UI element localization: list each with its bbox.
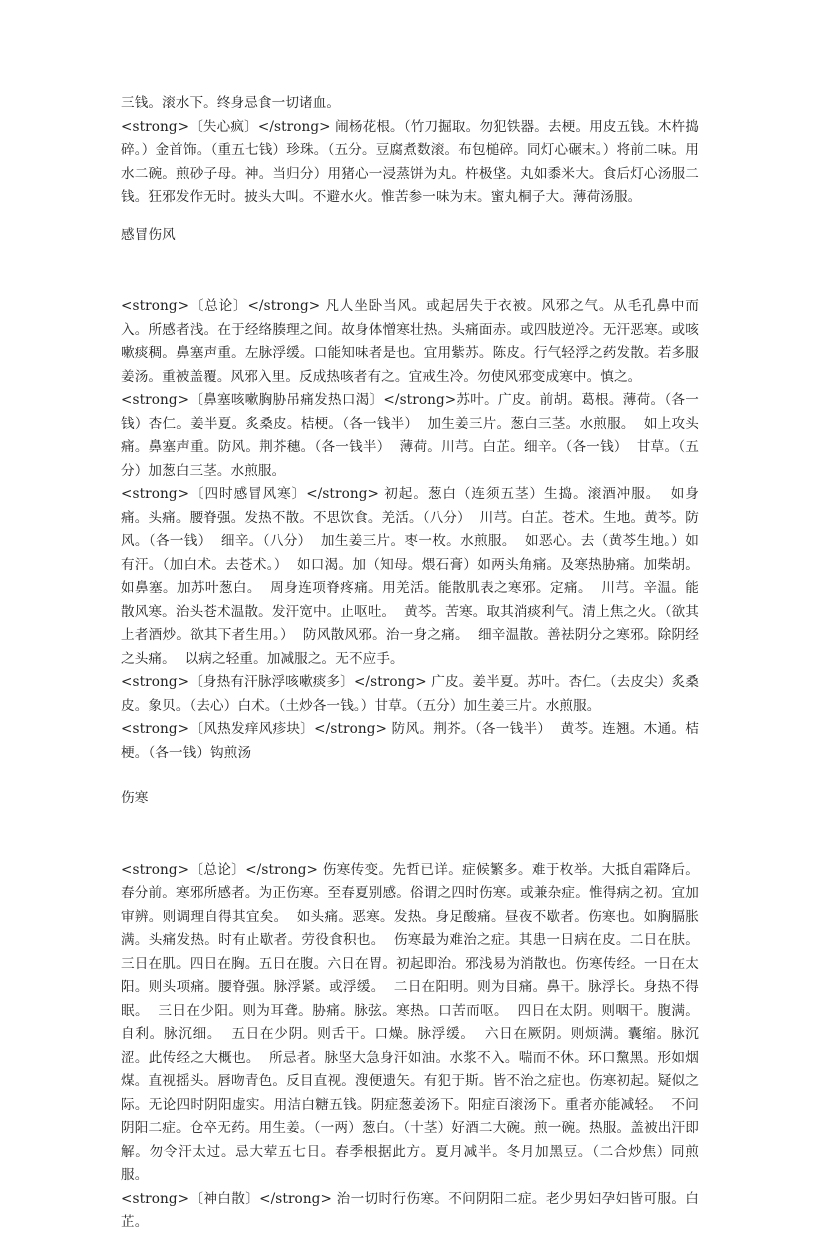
section-shanghan-paragraph: <strong>〔总论〕</strong> 伤寒传变。先哲已详。症候繁多。难于枚举。大抵自霜降后。春分前。寒邪所感者。为正伤寒。至春夏别感。俗谓之四时伤寒。或兼杂症。惟得病之初。宜加审辨。则调理自得其宜矣。 如头痛。恶寒。发热。身足酸痛。昼夜不歇者。伤寒也。如胸膈胀满。头痛发热。时有止歇者。劳役食积也。 伤寒最为难治之症。其患一日病在皮。二日在肤。三日在肌。四日在胸。五日在腹。六日在胃。初起即治。邪浅易为消散也。伤寒传经。一日在太阳。则头项痛。腰脊强。脉浮紧。或浮缓。 二日在阳明。则为目痛。鼻干。脉浮长。身热不得眠。 三日在少阳。则为耳聋。胁痛。脉弦。寒热。口苦而呕。 四日在太阴。则咽干。腹满。自利。脉沉细。 五日在少阴。则舌干。口燥。脉浮缓。 六日在厥阴。则烦满。囊缩。脉沉涩。此传经之大概也。 所忌者。脉坚大急身汗如油。水浆不入。喘而不休。环口黧黑。形如烟煤。直视摇头。唇吻青色。反目直视。溲便遗矢。有犯于斯。皆不治之症也。伤寒初起。疑似之际。无论四时阴阳虚实。用洁白糖五钱。阴症葱姜汤下。阳症百滚汤下。重者亦能减轻。 不问阴阳二症。仓卒无药。用生姜。（一两）葱白。（十茎）好酒二大碗。煎一碗。热服。盖被出汗即解。勿令汗太过。忌大荤五七日。春季根据此方。夏月减半。冬月加黑豆。（二合炒焦）同煎服。 <strong>〔神白散〕</strong> 治一切时行伤寒。不问阴阳二症。老少男妇孕妇皆可服。白芷。 <box>121 861 699 1230</box>
section-ganmao-paragraph: <strong>〔总论〕</strong> 凡人坐卧当风。或起居失于衣被。风邪之气。从毛孔鼻中而入。所感者浅。在于经络腠理之间。故身体憎寒壮热。头痛面赤。或四肢逆冷。无汗恶寒。或咳嗽痰稠。鼻塞声重。左脉浮缓。口能知味者是也。宜用紫苏。陈皮。行气轻浮之药发散。若多服姜汤。重被盖覆。风邪入里。反成热咳者有之。宜戒生冷。勿使风邪变成寒中。慎之。 <strong>〔鼻塞咳嗽胸胁吊痛发热口渴〕</strong>苏叶。广皮。前胡。葛根。薄荷。（各一钱）杏仁。姜半夏。炙桑皮。桔梗。（各一钱半） 加生姜三片。葱白三茎。水煎服。 如上攻头痛。鼻塞声重。防风。荆芥穗。（各一钱半） 薄荷。川芎。白芷。细辛。（各一钱） 甘草。（五分）加葱白三茎。水煎服。 <strong>〔四时感冒风寒〕</strong> 初起。葱白（连须五茎）生捣。滚酒冲服。 如身痛。头痛。腰脊强。发热不散。不思饮食。羌活。（八分） 川芎。白芷。苍术。生地。黄芩。防风。（各一钱） 细辛。（八分） 加生姜三片。枣一枚。水煎服。 如恶心。去（黄芩生地。）如有汗。（加白术。去苍术。） 如口渴。加（知母。煨石膏）如两头角痛。及寒热胁痛。加柴胡。如鼻塞。加苏叶葱白。 周身连项脊疼痛。用羌活。能散肌表之寒邪。定痛。 川芎。辛温。能散风寒。治头苍术温散。发汗宽中。止呕吐。 黄芩。苦寒。取其消痰利气。清上焦之火。（欲其上者酒炒。欲其下者生用。） 防风散风邪。治一身之痛。 细辛温散。善祛阴分之寒邪。除阴经之头痛。 以病之轻重。加减服之。无不应手。 <strong>〔身热有汗脉浮咳嗽痰多〕</strong> 广皮。姜半夏。苏叶。杏仁。（去皮尖）炙桑皮。象贝。（去心）白术。（土炒各一钱。）甘草。（五分）加生姜三片。水煎服。 <strong>〔风热发痒风疹块〕</strong> 防风。荆芥。（各一钱半） 黄芩。连翘。木通。桔梗。（各一钱）钩煎汤 <box>121 298 699 761</box>
document-page <box>121 92 699 1235</box>
section-heading-ganmao-shangfeng: 感冒伤风 <box>121 226 176 243</box>
intro-paragraph: 三钱。滚水下。终身忌食一切诸血。 <strong>〔失心疯〕</strong> 闹杨花根。（竹刀掘取。勿犯铁器。去梗。用皮五钱。木杵捣碎。）金首饰。（重五七钱）珍珠。（五分。豆腐煮数滚。布包槌碎。同灯心碾末。）将前二味。用水二碗。煎砂子母。神。当归分）用猪心一浸蒸饼为丸。杵极垡。丸如黍米大。食后灯心汤服二钱。狂邪发作无时。披头大叫。不避水火。惟苦参一味为末。蜜丸桐子大。薄荷汤服。 <box>121 95 699 205</box>
section-heading-shanghan: 伤寒 <box>121 790 149 806</box>
section-spacer <box>121 811 699 859</box>
section-spacer <box>121 247 699 295</box>
